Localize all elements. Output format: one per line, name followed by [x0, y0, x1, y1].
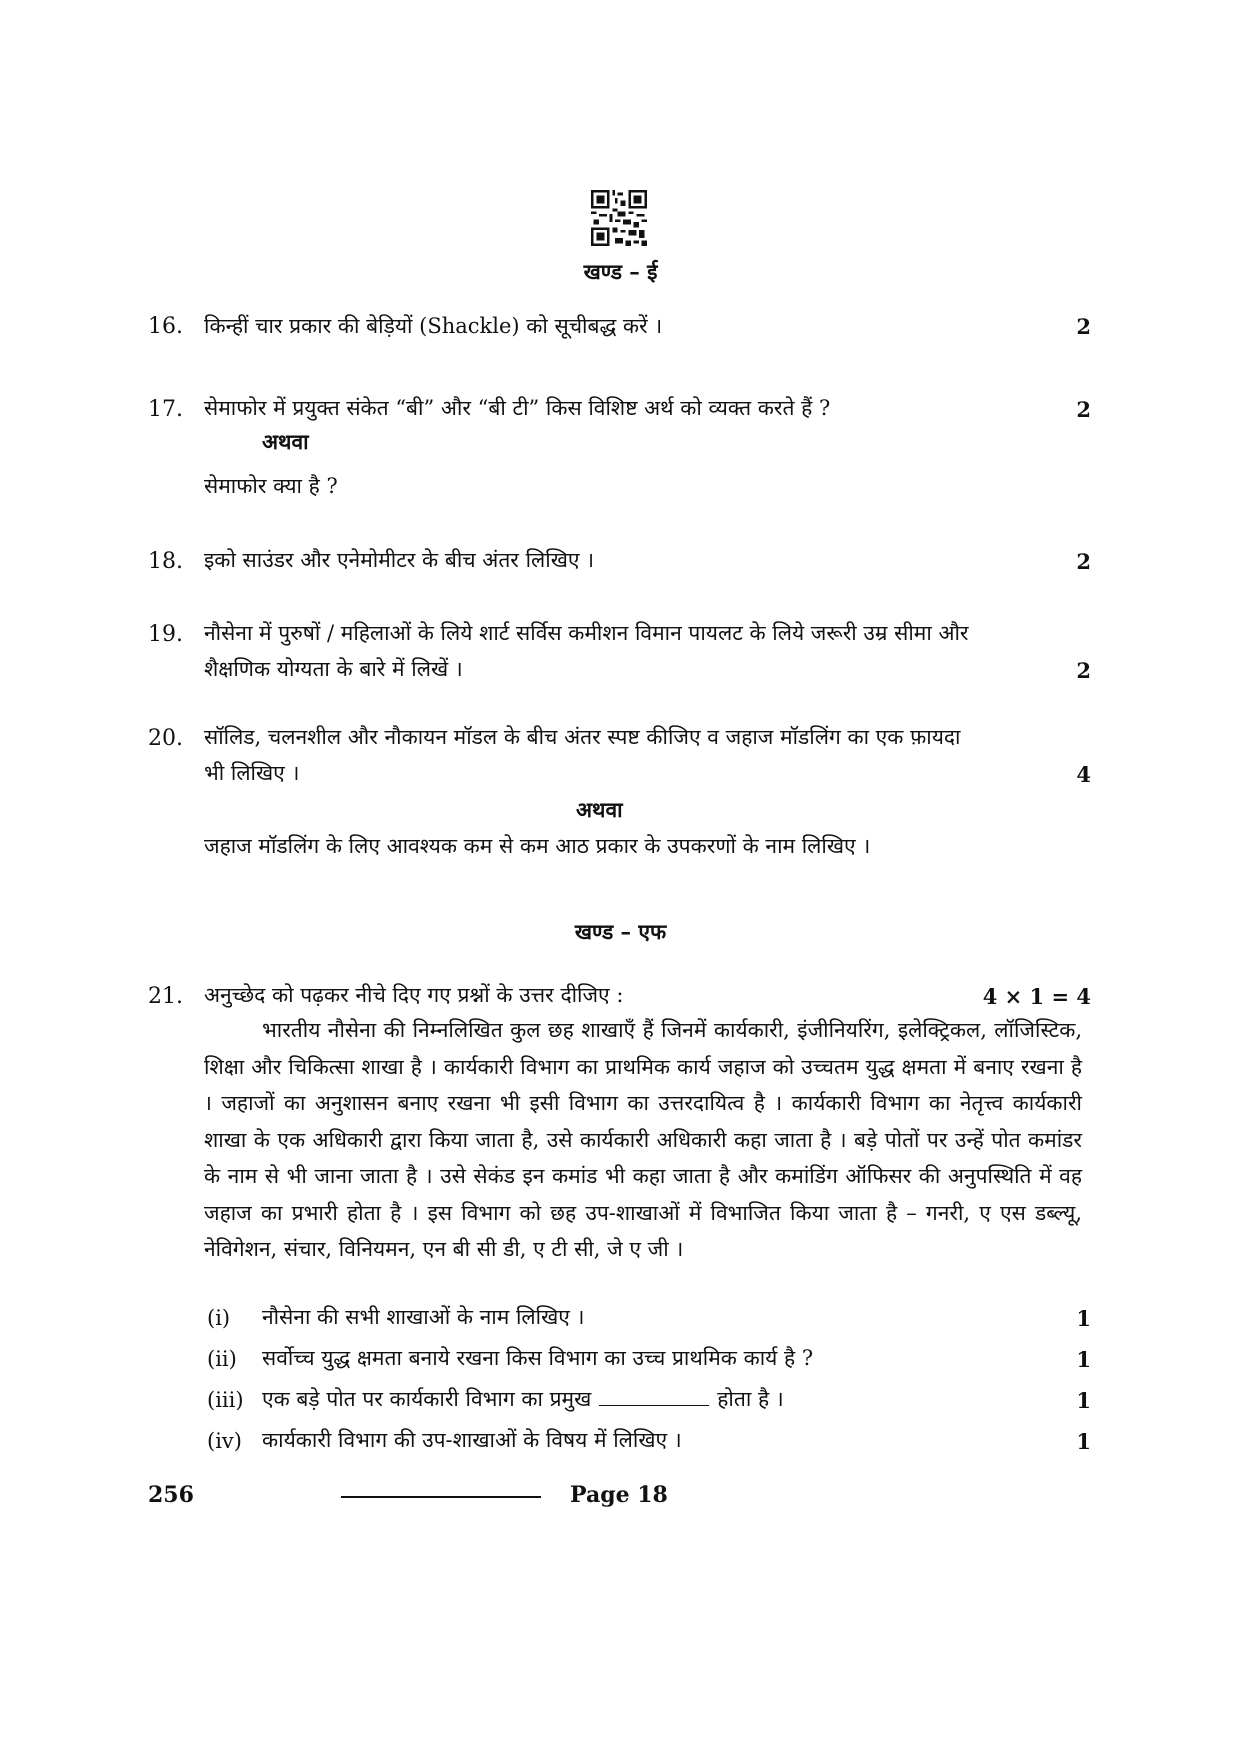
sub-question-text-fill-blank — [262, 1385, 784, 1413]
question-number: 16. — [148, 314, 183, 339]
sub-question-number: (i) — [207, 1306, 231, 1330]
sub-question-text-before: एक बड़े पोत पर कार्यकारी विभाग का प्रमुख — [262, 1387, 592, 1411]
paper-code: 256 — [148, 1482, 194, 1508]
alternative-question-text: सेमाफोर क्या है ? — [204, 474, 338, 498]
or-label: अथवा — [262, 429, 309, 454]
passage-text: भारतीय नौसेना की निम्नलिखित कुल छह शाखाएँ हैं जिनमें कार्यकारी, इंजीनियरिंग, इलेक्ट्रिकल, लॉजिस्टिक, शिक्षा और चिकित्सा शाखा है । कार्यकारी विभाग का प्राथमिक कार्य जहाज को उच्चतम युद्ध क्षमता में बनाए रखना है । जहाजों का अनुशासन बनाए रखना भी इसी विभाग का उत्तरदायित्व है । कार्यकारी विभाग का नेतृत्त्व कार्यकारी शाखा के एक अधिकारी द्वारा किया जाता है, उसे कार्यकारी अधिकारी कहा जाता है । बड़े पोतों पर उन्हें पोत कमांडर के नाम से भी जाना जाता है । उसे सेकंड इन कमांड भी कहा जाता है और कमांडिंग ऑफिसर की अनुपस्थिति में वह जहाज का प्रभारी होता है । इस विभाग को छह उप-शाखाओं में विभाजित किया जाता है – गनरी, ए एस डब्ल्यू, नेविगेशन, संचार, विनियमन, एन बी सी डी, ए टी सी, जे ए जी । — [204, 1018, 1082, 1261]
sub-question-marks: 1 — [1076, 1306, 1091, 1331]
sub-question-number: (iv) — [207, 1429, 242, 1453]
sub-question-text-after: होता है । — [717, 1387, 784, 1411]
or-label: अथवा — [576, 797, 623, 822]
question-marks: 4 — [1076, 762, 1091, 787]
question-text-line1: नौसेना में पुरुषों / महिलाओं के लिये शार्ट सर्विस कमीशन विमान पायलट के लिये जरूरी उम्र सीमा और — [204, 621, 969, 645]
question-text-line2: भी लिखिए । — [204, 761, 300, 785]
sub-question-text: सर्वोच्च युद्ध क्षमता बनाये रखना किस विभाग का उच्च प्राथमिक कार्य है ? — [262, 1346, 814, 1370]
sub-question-text: कार्यकारी विभाग की उप-शाखाओं के विषय में लिखिए । — [262, 1428, 682, 1452]
question-text-line2: शैक्षणिक योग्यता के बारे में लिखें । — [204, 657, 463, 681]
question-marks: 2 — [1076, 314, 1091, 339]
question-number: 21. — [148, 984, 183, 1009]
qr-code-icon — [591, 190, 647, 246]
question-text: इको साउंडर और एनेमोमीटर के बीच अंतर लिखिए । — [204, 548, 595, 572]
fill-in-blank — [599, 1405, 709, 1406]
question-number: 18. — [148, 549, 183, 574]
question-text: अनुच्छेद को पढ़कर नीचे दिए गए प्रश्नों के उत्तर दीजिए : — [204, 983, 624, 1007]
question-number: 20. — [148, 726, 183, 751]
question-number: 17. — [148, 397, 183, 422]
question-marks: 4 × 1 = 4 — [982, 984, 1091, 1009]
page-number: Page 18 — [570, 1482, 668, 1508]
question-marks: 2 — [1076, 397, 1091, 422]
sub-question-text: नौसेना की सभी शाखाओं के नाम लिखिए । — [262, 1305, 585, 1329]
alternative-question-text: जहाज मॉडलिंग के लिए आवश्यक कम से कम आठ प्रकार के उपकरणों के नाम लिखिए । — [204, 834, 871, 858]
sub-question-marks: 1 — [1076, 1347, 1091, 1372]
sub-question-number: (ii) — [207, 1347, 237, 1371]
sub-question-number: (iii) — [207, 1388, 244, 1412]
footer-divider — [341, 1496, 541, 1498]
question-marks: 2 — [1076, 658, 1091, 683]
question-text: किन्हीं चार प्रकार की बेड़ियों (Shackle) को सूचीबद्ध करें । — [204, 314, 663, 338]
question-number: 19. — [148, 622, 183, 647]
section-heading-f: खण्ड – एफ — [574, 919, 667, 944]
section-heading-e: खण्ड – ई — [583, 259, 658, 284]
question-marks: 2 — [1076, 549, 1091, 574]
sub-question-marks: 1 — [1076, 1429, 1091, 1454]
sub-question-marks: 1 — [1076, 1388, 1091, 1413]
question-text-line1: सॉलिड, चलनशील और नौकायन मॉडल के बीच अंतर स्पष्ट कीजिए व जहाज मॉडलिंग का एक फ़ायदा — [204, 725, 961, 749]
question-text: सेमाफोर में प्रयुक्त संकेत “बी” और “बी टी” किस विशिष्ट अर्थ को व्यक्त करते हैं ? — [204, 396, 831, 420]
